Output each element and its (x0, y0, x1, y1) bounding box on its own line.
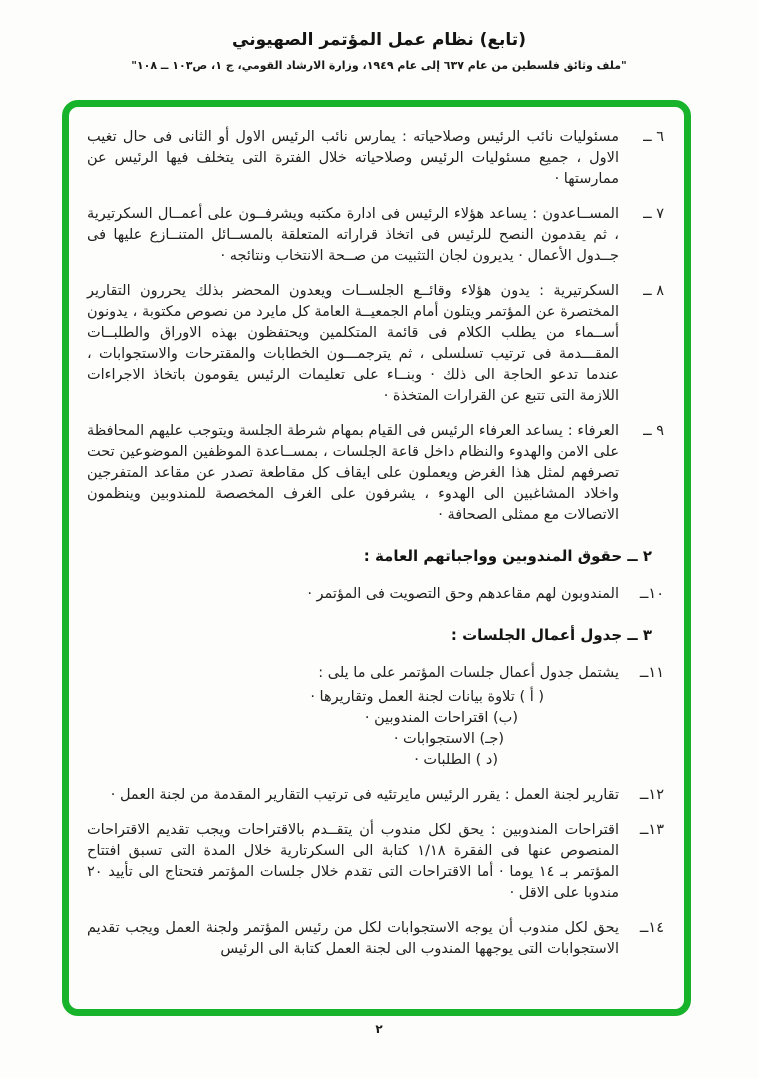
clause-number: ١٠ــ (639, 586, 664, 603)
sub-item-b: (ب) اقتراحات المندوبين · (364, 709, 518, 726)
clause-text: تقارير لجنة العمل : يقرر الرئيس مايرتئيه فى ترتيب التقارير المقدمة من لجنة العمل · (110, 786, 619, 803)
clause-9 (87, 421, 664, 526)
clause-text: يشتمل جدول أعمال جلسات المؤتمر على ما يلى : (318, 664, 619, 681)
clause-row (87, 663, 664, 684)
content-frame (62, 100, 691, 1016)
clause-number: ١١ــ (639, 664, 664, 681)
document-body (87, 127, 664, 960)
clause-number: ٩ ــ (643, 423, 664, 440)
clause-row (87, 785, 664, 806)
clause-text: المســاعدون : يساعد هؤلاء الرئيس فى ادارة مكتبه ويشرفــون على أعمــال السكرتيرية ، ثم يقدمون النصح للرئيس فى اتخاذ قراراته المتعلقة بالمســائل المتنــازع عليها فى جــدول الأعمال · يديرون لجان التثبيت من صــحة الانتخاب ونتائجه · (87, 206, 619, 265)
clause-text: مسئوليات نائب الرئيس وصلاحياته : يمارس نائب الرئيس الاول أو الثانى فى حال تغيب الاول ، جميع مسئوليات الرئيس وصلاحياته خلال الفترة التى يتخلف فيها الرئيس عن ممارستها · (87, 129, 619, 188)
clause-text: المندوبون لهم مقاعدهم وحق التصويت فى المؤتمر · (307, 586, 619, 603)
page-number: ٢ (375, 1022, 383, 1036)
clause-sub-list (87, 687, 664, 771)
clause-text: اقتراحات المندوبين : يحق لكل مندوب أن يتقــدم بالاقتراحات ويجب تقديم الاقتراحات المنصوص عنها فى الفقرة ١/١٨ كتابة الى السكرتارية خلال المدة التى تسبق افتتاح المؤتمر بـ ١٤ يوما · أما الاقتراحات التى تقدم خلال جلسات المؤتمر فتحتاج الى تأييد ٢٠ مندوبا على الاقل · (87, 821, 619, 901)
sub-item-a: ( أ ) تلاوة بيانات لجنة العمل وتقاريرها · (310, 688, 544, 705)
clause-text: يحق لكل مندوب أن يوجه الاستجوابات لكل من رئيس المؤتمر ولجنة العمل ويجب تقديم الاستجوابات التى يوجهها المندوب الى لجنة العمل كتابة الى الرئيس (87, 919, 619, 957)
clause-number: ١٣ــ (639, 821, 664, 838)
clause-row (87, 204, 664, 267)
clause-text: السكرتيرية : يدون هؤلاء وقائــع الجلســات ويعدون المحضر بذلك يحررون التقارير المختصرة عن المؤتمر ويتلون أمام الجمعيــة العامة كل مايرد من نصوص مكتوبة ، يدونون أســماء من يطلب الكلام فى قائمة المتكلمين ويحتفظون بهذه الاوراق والطلبــات المقـــدمة فى ترتيب تسلسلى ، ثم يترجمـــون الخطابات والمقترحات والاستجوابات ، عندما تدعو الحاجة الى ذلك · وبنــاء على تعليمات الرئيس يقومون باتخاذ الاجراءات اللازمة التى تتبع عن القرارات المتخذة · (87, 283, 619, 405)
clause-row (87, 584, 664, 605)
document-header (0, 30, 758, 72)
clause-13 (87, 820, 664, 904)
clause-row (87, 421, 664, 526)
clause-number: ١٤ــ (639, 919, 664, 936)
clause-row (87, 820, 664, 904)
clause-7 (87, 204, 664, 267)
clause-12 (87, 785, 664, 806)
clause-number: ١٢ــ (639, 786, 664, 803)
clause-row (87, 127, 664, 190)
clause-8 (87, 281, 664, 407)
sub-item-d: (د ) الطلبات · (414, 751, 498, 768)
clause-number: ٦ ــ (643, 129, 664, 145)
clause-11 (87, 663, 664, 771)
clause-number: ٨ ــ (643, 283, 664, 300)
section-heading-agenda: ٣ ــ جدول أعمال الجلسات : (450, 626, 652, 645)
clause-14 (87, 918, 664, 960)
clause-row (87, 918, 664, 960)
clause-number: ٧ ــ (643, 206, 664, 223)
document-title: (تابع) نظام عمل المؤتمر الصهيوني (232, 30, 526, 50)
clause-row (87, 281, 664, 407)
clause-text: العرفاء : يساعد العرفاء الرئيس فى القيام بمهام شرطة الجلسة ويتوجب عليهم المحافظة على الامن والهدوء والنظام داخل قاعة الجلسات ، بمســاعدة الموظفين الموضوعين تحت تصرفهم لمثل هذا الغرض ويعملون على ايقاف كل مقاطعة تصدر عن مقاعد المتفرجين واخلاد المشاغبين الى الهدوء ، يشرفون على الغرف المخصصة للمندوبين وينظمون الاتصالات مع ممثلى الصحافة · (87, 423, 619, 524)
sub-item-c: (جـ) الاستجوابات · (393, 730, 504, 747)
section-heading-rights: ٢ ــ حقوق المندوبين وواجباتهم العامة : (363, 547, 652, 566)
document-source-line: "ملف وثائق فلسطين من عام ٦٣٧ إلى عام ١٩٤٩، وزارة الارشاد القومي، ج ١، ص١٠٣ ــ ١٠٨" (131, 59, 627, 72)
clause-6 (87, 127, 664, 190)
clause-10 (87, 584, 664, 605)
